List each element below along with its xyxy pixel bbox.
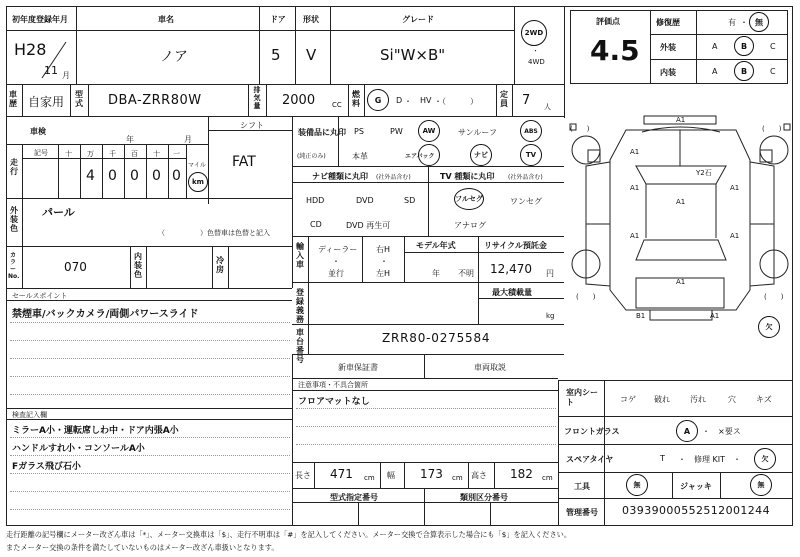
damage-mark: A1 [676, 198, 686, 206]
length-label: 長さ [295, 471, 311, 480]
category-number-label: 類別区分番号 [460, 493, 508, 502]
inspector-label: 検査記入欄 [12, 411, 47, 419]
equip-ps: PS [354, 127, 364, 136]
model-year-label: モデル年式 [416, 241, 456, 250]
fuel-label: 燃料 [352, 90, 360, 108]
first-reg-label: 初年度登録年月 [12, 15, 68, 24]
notes-text: フロアマットなし [298, 397, 370, 407]
mileage-digit: 0 [130, 168, 139, 184]
navi-hdd: HDD [306, 196, 325, 205]
selling-text: 禁煙車/バックカメラ/両側パワースライド [12, 309, 199, 320]
management-label: 管理番号 [566, 508, 598, 517]
interior-label: 内装 [660, 68, 676, 77]
kind-label: 車歴 [9, 90, 17, 108]
tv-fullseg-circle: フルセグ [454, 188, 484, 210]
sheet-burn: コゲ [620, 395, 636, 404]
jack-label: ジャッキ [680, 482, 712, 491]
damage-mark: ( ) [570, 125, 590, 133]
drive-4wd: 4WD [528, 58, 545, 66]
inspector-line-2: ハンドルすれ小・コンソールA小 [12, 444, 145, 454]
car-name: ノア [160, 49, 188, 65]
capacity-value: 7 [522, 93, 531, 108]
spare-tire-label: スペアタイヤ [566, 455, 614, 464]
door-label: ドア [270, 15, 286, 24]
mileage-digit: 4 [86, 168, 95, 184]
inspector-line-1: ミラーA小・運転席しわ中・ドア内張A小 [12, 426, 179, 436]
vdiv [259, 6, 260, 84]
door-value: 5 [271, 46, 281, 64]
drive-2wd-circle: 2WD [521, 20, 547, 46]
navi-sd: SD [404, 196, 416, 205]
recycle-value: 12,470 [490, 262, 532, 276]
spare-none-circle: 欠 [754, 448, 776, 470]
kind-value: 自家用 [28, 95, 65, 109]
equipment-label: 装備品に丸印 [298, 128, 346, 137]
damage-mark: A1 [730, 232, 740, 240]
length-value: 471 [330, 467, 353, 481]
inspector-line-3: Fガラス飛び石小 [12, 462, 81, 472]
shape-label: 形状 [303, 15, 319, 24]
equip-aw-circle: AW [418, 120, 440, 142]
type-designation-label: 型式指定番号 [330, 493, 378, 502]
vdiv [76, 6, 77, 84]
management-value: 03939000552512001244 [622, 504, 770, 517]
vdiv [564, 6, 565, 118]
registration-label: 登録義務 [296, 288, 304, 324]
exterior-label: 外装 [660, 43, 676, 52]
repair-no-circle: 無 [749, 12, 769, 32]
model-value: DBA-ZRR80W [108, 93, 202, 108]
color-no-value: 070 [64, 260, 87, 274]
front-glass-label: フロントガラス [564, 427, 620, 436]
front-glass-a-circle: A [676, 420, 698, 442]
navi-dvd: DVD [356, 196, 374, 205]
tools-none-circle: 無 [626, 474, 648, 496]
car-name-label: 車名 [158, 15, 174, 24]
model-label: 型式 [75, 90, 83, 108]
sheet-tear: 破れ [654, 395, 670, 404]
repair-label: 修復歴 [656, 18, 680, 27]
chassis-value: ZRR80-0275584 [382, 331, 491, 345]
damage-mark: A1 [730, 184, 740, 192]
navi-label: ナビ種類に丸印 [312, 172, 368, 181]
shift-label: シフト [240, 121, 264, 130]
damage-mark: A1 [676, 116, 686, 124]
vdiv [514, 6, 515, 84]
color-change-note: （ ）色替車は色替と記入 [158, 229, 270, 237]
height-label: 高さ [471, 471, 487, 480]
notes-label: 注意事項・不具合箇所 [298, 381, 368, 389]
header-divider [6, 30, 514, 31]
equip-abs-circle: ABS [520, 120, 542, 142]
equip-tv-circle: TV [520, 144, 542, 166]
height-value: 182 [510, 467, 533, 481]
tv-label: TV 種類に丸印 [440, 172, 495, 181]
equip-leather: 本革 [352, 152, 368, 161]
tools-label: 工具 [574, 482, 590, 491]
footer-note-1: 走行距離の記号欄にメーター改ざん車は「*」、メーター交換車は「$」、走行不明車は「#」を記入してください。メーター交換で合算表示した場合にも「$」を記入ください。 [6, 530, 572, 539]
rating-label: 評価点 [596, 17, 620, 26]
jack-none-circle: 無 [750, 474, 772, 496]
color-no-label: カラーNo. [8, 252, 20, 280]
rating-value: 4.5 [590, 34, 640, 67]
vehicle-manual: 車両取説 [474, 363, 506, 372]
first-reg-era: H28 [14, 40, 47, 59]
mileage-digit: 0 [108, 168, 117, 184]
color-label: 外装色 [10, 206, 18, 233]
vdiv [295, 6, 296, 84]
selling-label: セールスポイント [12, 292, 68, 300]
car-damage-diagram [566, 110, 792, 380]
tv-oneseg: ワンセグ [510, 197, 542, 206]
sheet-hole: 穴 [728, 395, 736, 404]
first-reg-month: 11 [44, 64, 58, 77]
damage-mark: A1 [630, 232, 640, 240]
interior-sheet-label: 室内シート [566, 388, 598, 407]
equip-navi-circle: ナビ [470, 144, 492, 166]
displacement-value: 2000 [282, 93, 316, 108]
shape-value: V [306, 46, 317, 64]
sheet-scratch: キズ [756, 395, 772, 404]
fuel-g-circle: G [367, 89, 389, 111]
diagram-missing-circle: 欠 [758, 316, 780, 338]
damage-mark: A1 [630, 148, 640, 156]
vdiv [330, 6, 331, 84]
repair-yes: 有 [728, 18, 736, 27]
grade-value: Si"W×B" [380, 46, 446, 64]
max-load-label: 最大積載量 [492, 288, 532, 297]
interior-grade-circle: B [734, 61, 754, 81]
row-divider-1 [6, 84, 564, 85]
damage-mark: B1 [636, 312, 646, 320]
ac-label: 冷房 [216, 256, 224, 274]
width-label: 幅 [387, 471, 395, 480]
import-label: 輸入車 [296, 242, 304, 269]
damage-mark: A1 [630, 184, 640, 192]
navi-cd: CD [310, 220, 322, 229]
damage-mark: A1 [676, 278, 686, 286]
recycle-label: リサイクル預託金 [484, 241, 547, 250]
mileage-digit: 0 [152, 168, 161, 184]
sheet-dirt: 汚れ [690, 395, 706, 404]
km-circle: km [188, 172, 208, 192]
damage-mark: Y2石 [696, 169, 712, 177]
capacity-label: 定員 [500, 90, 508, 108]
grade-label: グレード [402, 15, 434, 24]
displacement-label: 排気量 [253, 86, 261, 110]
exterior-grade-circle: B [734, 36, 754, 56]
equip-sunroof: サンルーフ [458, 128, 497, 137]
equip-pw: PW [390, 127, 403, 136]
month-unit: 月 [62, 71, 70, 80]
color-value: パール [42, 206, 75, 219]
chassis-label: 車台番号 [296, 328, 304, 364]
interior-color-label: 内装色 [134, 252, 142, 279]
shift-value: FAT [232, 154, 256, 170]
inspection-label: 車検 [30, 127, 46, 136]
equip-airbag-circle: エアバック [418, 144, 440, 166]
width-value: 173 [420, 467, 443, 481]
damage-mark: A1 [710, 312, 720, 320]
footer-note-2: またメーター交換の条件を満たしていないものはメーター改ざん車扱いとなります。 [6, 543, 279, 552]
navi-dvd-play: DVD 再生可 [346, 221, 391, 230]
new-car-warranty: 新車保証書 [338, 363, 378, 372]
tv-analog: アナログ [454, 221, 486, 230]
mileage-digit: 0 [172, 168, 181, 184]
mileage-label: 走行 [10, 158, 18, 176]
